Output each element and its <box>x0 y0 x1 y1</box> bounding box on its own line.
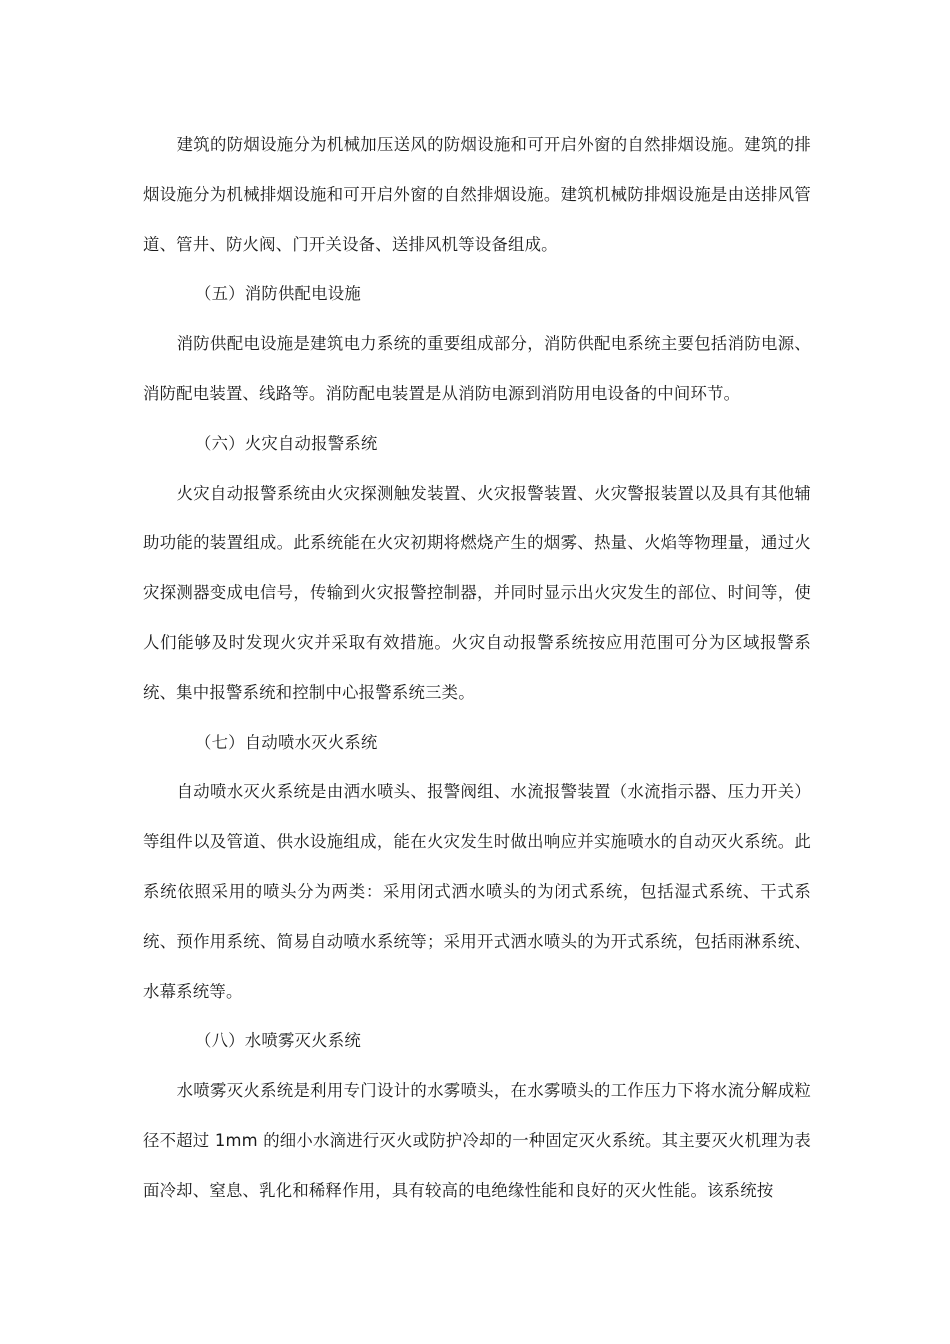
document-body <box>143 120 811 1216</box>
section-heading-7: （七）自动喷水灭火系统 <box>195 732 378 752</box>
section-heading-5: （五）消防供配电设施 <box>195 284 361 304</box>
paragraph-fire-power-supply: 消防供配电设施是建筑电力系统的重要组成部分，消防供配电系统主要包括消防电源、消防配电装置、线路等。消防配电装置是从消防电源到消防用电设备的中间环节。 <box>143 334 811 403</box>
section-heading-6: （六）火灾自动报警系统 <box>195 433 378 453</box>
paragraph-water-mist-system: 水喷雾灭火系统是利用专门设计的水雾喷头，在水雾喷头的工作压力下将水流分解成粒径不超过 1mm 的细小水滴进行灭火或防护冷却的一种固定灭火系统。其主要灭火机理为表面冷却、窒息、乳化和稀释作用，具有较高的电绝缘性能和良好的灭火性能。该系统按 <box>143 1081 811 1200</box>
section-heading-8: （八）水喷雾灭火系统 <box>195 1031 361 1051</box>
paragraph-sprinkler-system: 自动喷水灭火系统是由洒水喷头、报警阀组、水流报警装置（水流指示器、压力开关）等组件以及管道、供水设施组成，能在火灾发生时做出响应并实施喷水的自动灭火系统。此系统依照采用的喷头分为两类：采用闭式洒水喷头的为闭式系统，包括湿式系统、干式系统、预作用系统、简易自动喷水系统等；采用开式洒水喷头的为开式系统，包括雨淋系统、水幕系统等。 <box>143 782 811 1001</box>
paragraph-fire-alarm-system: 火灾自动报警系统由火灾探测触发装置、火灾报警装置、火灾警报装置以及具有其他辅助功能的装置组成。此系统能在火灾初期将燃烧产生的烟雾、热量、火焰等物理量，通过火灾探测器变成电信号，传输到火灾报警控制器，并同时显示出火灾发生的部位、时间等，使人们能够及时发现火灾并采取有效措施。火灾自动报警系统按应用范围可分为区域报警系统、集中报警系统和控制中心报警系统三类。 <box>143 483 811 702</box>
paragraph-smoke-control: 建筑的防烟设施分为机械加压送风的防烟设施和可开启外窗的自然排烟设施。建筑的排烟设施分为机械排烟设施和可开启外窗的自然排烟设施。建筑机械防排烟设施是由送排风管道、管井、防火阀、门开关设备、送排风机等设备组成。 <box>143 135 811 254</box>
